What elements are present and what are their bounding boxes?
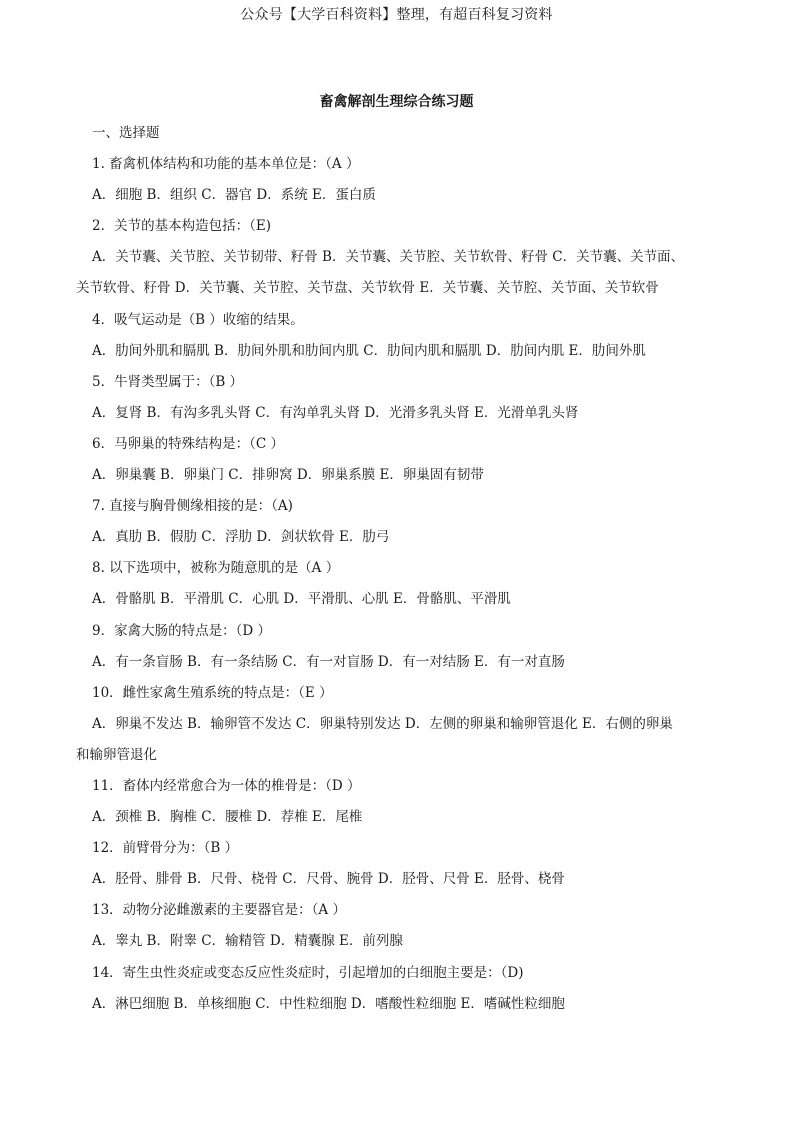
text-line: 关节软骨、籽骨 D．关节囊、关节腔、关节盘、关节软骨 E．关节囊、关节腔、关节面、关节软骨 [76,280,659,297]
text-line: 10．雌性家禽生殖系统的特点是：（E ） [92,684,333,701]
text-line: 9．家禽大肠的特点是：（D ） [92,622,271,639]
text-line: A．骨骼肌 B．平滑肌 C．心肌 D．平滑肌、心肌 E．骨骼肌、平滑肌 [92,591,511,608]
text-line: 和输卵管退化 [76,746,157,763]
text-line: 11．畜体内经常愈合为一体的椎骨是：（D ） [92,777,361,794]
text-line: 14．寄生虫性炎症或变态反应性炎症时，引起增加的白细胞主要是：（D) [92,964,524,981]
text-line: 2．关节的基本构造包括：（E) [92,218,271,235]
text-line: 8. 以下选项中，被称为随意肌的是（A ） [92,560,340,577]
question-list [76,118,726,1020]
text-line: A．卵巢不发达 B．输卵管不发达 C．卵巢特别发达 D．左侧的卵巢和输卵管退化 E．右侧的卵巢 [92,715,673,732]
text-line: A．复肾 B．有沟多乳头肾 C．有沟单乳头肾 D．光滑多乳头肾 E．光滑单乳头肾 [92,404,579,421]
text-line: A．卵巢囊 B．卵巢门 C．排卵窝 D．卵巢系膜 E．卵巢固有韧带 [92,467,484,484]
text-line: 12．前臂骨分为：（B ） [92,840,239,857]
text-line: A．真肋 B．假肋 C．浮肋 D．剑状软骨 E．肋弓 [92,529,390,546]
text-line: A．胫骨、腓骨 B．尺骨、桡骨 C．尺骨、腕骨 D．胫骨、尺骨 E．胫骨、桡骨 [92,871,565,888]
text-line: A．关节囊、关节腔、关节韧带、籽骨 B．关节囊、关节腔、关节软骨、籽骨 C．关节囊、关节面、 [92,249,685,266]
text-line: 7. 直接与胸骨侧缘相接的是：（A) [92,498,293,515]
text-line: A．淋巴细胞 B．单核细胞 C．中性粒细胞 D．嗜酸性粒细胞 E．嗜碱性粒细胞 [92,995,565,1012]
text-line: A．有一条盲肠 B．有一条结肠 C．有一对盲肠 D．有一对结肠 E．有一对直肠 [92,653,565,670]
text-line: A．细胞 B．组织 C．器官 D．系统 E．蛋白质 [92,187,376,204]
text-line: 13．动物分泌雌激素的主要器官是：（A ） [92,902,346,919]
page-header: 公众号【大学百科资料】整理，有超百科复习资料 [240,7,553,23]
text-line: 4．吸气运动是（B ）收缩的结果。 [92,311,304,328]
text-line: 5．牛肾类型属于：（B ） [92,373,244,390]
text-line: 一、选择题 [92,125,160,141]
text-line: A．颈椎 B．胸椎 C．腰椎 D．荐椎 E．尾椎 [92,809,363,826]
text-line: A．睾丸 B．附睾 C．输精管 D．精囊腺 E．前列腺 [92,933,403,950]
text-line: 1. 畜禽机体结构和功能的基本单位是：（A ） [92,156,360,173]
text-line: A．肋间外肌和膈肌 B．肋间外肌和肋间内肌 C．肋间内肌和膈肌 D．肋间内肌 E．肋间外肌 [92,342,646,359]
text-line: 6．马卵巢的特殊结构是：（C ） [92,435,284,452]
document-title: 畜禽解剖生理综合练习题 [319,94,474,110]
